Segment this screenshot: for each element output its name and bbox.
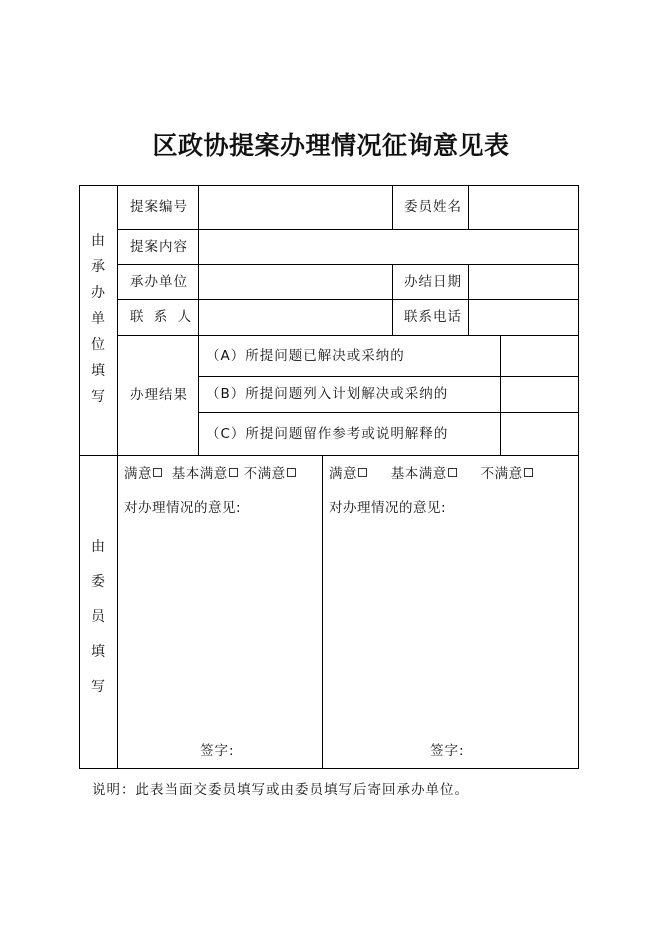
side-label-divider [117,185,118,769]
contact-phone-label: 联系电话 [404,309,462,325]
satisfaction-row-2 [329,466,534,482]
section1-side-label: 由 承 办 单 位 填 写 [91,233,105,405]
not-satisfied-checkbox[interactable] [287,468,296,477]
contact-person-label: 联 系 人 [130,309,195,325]
signature-label-1: 签字: [200,743,235,759]
result-mark-b[interactable] [501,377,578,412]
handling-unit-field[interactable] [199,265,392,299]
table-border-left [79,185,80,769]
table-border-right [578,185,579,769]
result-mark-a[interactable] [501,336,578,376]
basically-satisfied-text: 基本满意 [390,466,447,482]
contact-person-field[interactable] [199,300,392,335]
table-border-bottom [79,768,579,769]
opinion-column-divider [322,455,323,768]
basically-satisfied-checkbox[interactable] [448,468,457,477]
result-mark-c[interactable] [501,413,578,455]
section2-side-label-text: 由 委 员 填 写 [91,539,105,695]
not-satisfied-checkbox[interactable] [524,468,533,477]
section2-side-label [88,530,108,705]
satisfaction-row-1 [124,466,297,482]
opinion-textarea-1[interactable] [119,520,319,730]
contact-phone-field[interactable] [469,300,578,335]
result-label: 办理结果 [130,387,188,403]
proposal-content-field[interactable] [199,230,578,264]
opinion-label-2: 对办理情况的意见: [329,500,447,516]
satisfied-checkbox[interactable] [358,468,367,477]
section-divider [79,455,579,456]
result-option-c: （C）所提问题留作参考或说明解释的 [206,426,449,442]
member-name-field[interactable] [469,186,578,229]
not-satisfied-text: 不满意 [243,466,286,482]
signature-label-2: 签字: [430,743,465,759]
completion-date-field[interactable] [469,265,578,299]
opinion-textarea-2[interactable] [324,520,576,730]
satisfied-checkbox[interactable] [153,468,162,477]
proposal-content-label: 提案内容 [130,239,188,255]
result-option-a: （A）所提问题已解决或采纳的 [206,348,405,364]
satisfied-text: 满意 [124,466,152,482]
basically-satisfied-text: 基本满意 [171,466,228,482]
member-name-label: 委员姓名 [404,199,462,215]
satisfied-text: 满意 [329,466,357,482]
proposal-number-label: 提案编号 [130,199,188,215]
handling-unit-label: 承办单位 [130,274,188,290]
page-title: 区政协提案办理情况征询意见表 [152,131,510,160]
column-divider [392,185,393,229]
completion-date-label: 办结日期 [404,274,462,290]
not-satisfied-text: 不满意 [480,466,523,482]
footer-note: 说明：此表当面交委员填写或由委员填写后寄回承办单位。 [92,782,469,798]
column-divider [392,264,393,335]
proposal-number-field[interactable] [199,186,392,229]
opinion-label-1: 对办理情况的意见: [124,500,242,516]
basically-satisfied-checkbox[interactable] [229,468,238,477]
result-option-b: （B）所提问题列入计划解决或采纳的 [206,386,449,402]
